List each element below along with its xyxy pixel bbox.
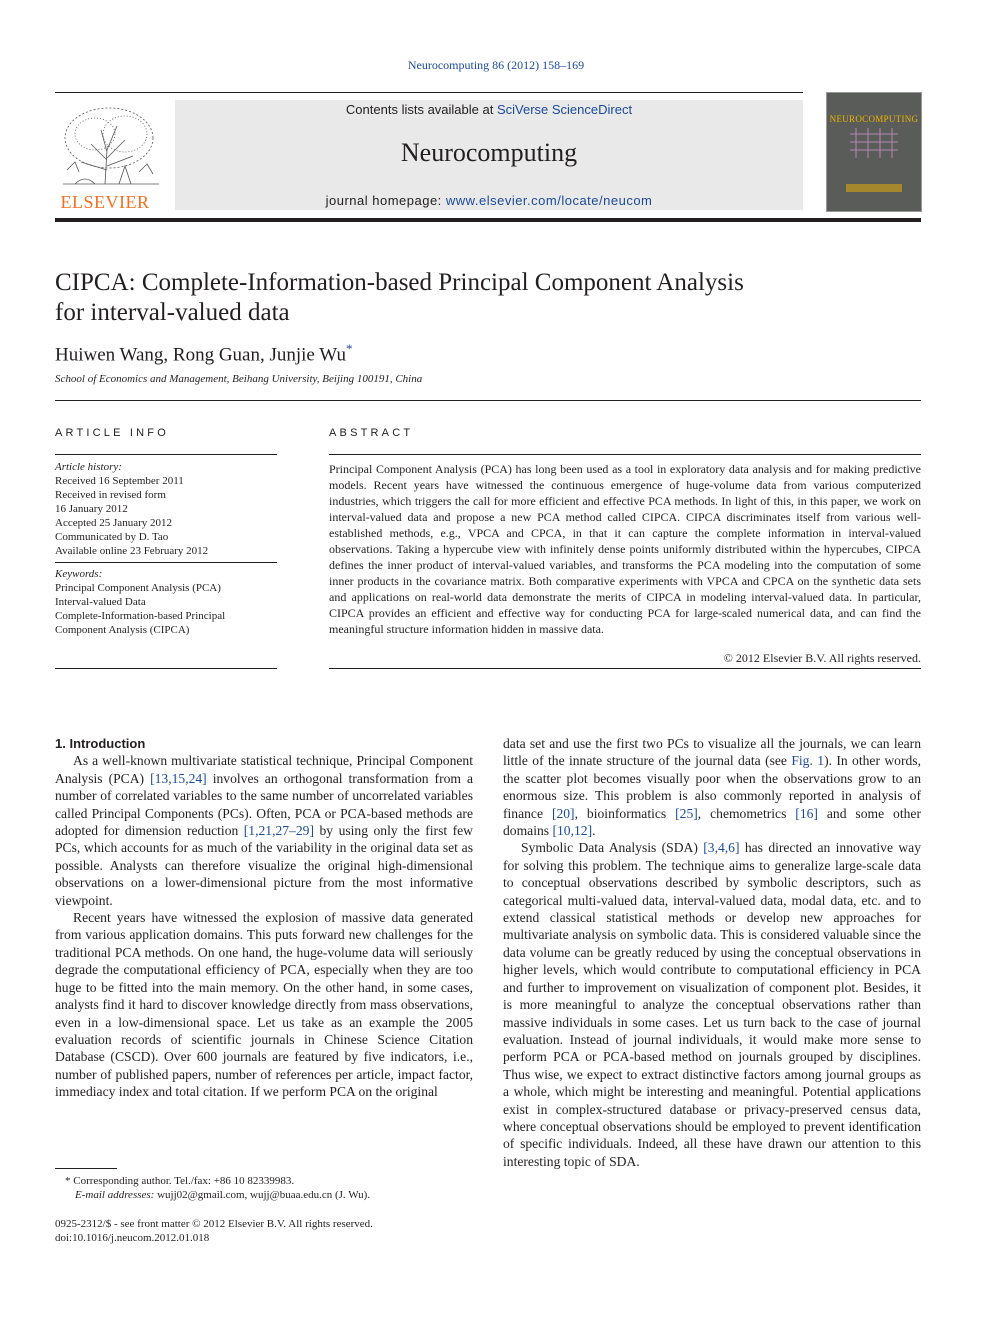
affiliation: School of Economics and Management, Beihang University, Beijing 100191, China xyxy=(55,373,423,385)
title-line-2: for interval-valued data xyxy=(55,299,290,326)
footnote-rule xyxy=(55,1168,117,1169)
header-top-rule xyxy=(55,92,803,93)
title-line-1: CIPCA: Complete-Information-based Principal Component Analysis xyxy=(55,269,744,296)
keyword-item: Component Analysis (CIPCA) xyxy=(55,624,190,636)
citation-link[interactable]: [1,21,27–29] xyxy=(243,823,315,839)
body-column-right xyxy=(503,735,921,1170)
citation-link[interactable]: [25] xyxy=(675,805,698,821)
article-info-heading: ARTICLE INFO xyxy=(55,427,169,439)
sciencedirect-link[interactable]: SciVerse ScienceDirect xyxy=(496,102,633,117)
title-rule xyxy=(55,400,921,401)
abstract-heading: ABSTRACT xyxy=(329,427,414,439)
history-label: Article history: xyxy=(55,461,122,473)
body-column-left xyxy=(55,735,473,1101)
article-info-bottom-rule xyxy=(55,668,277,669)
history-item: 16 January 2012 xyxy=(55,503,128,515)
citation-link[interactable]: [16] xyxy=(795,805,818,821)
intro-paragraph-4: Symbolic Data Analysis (SDA) [3,4,6] has directed an innovative way for solving this problem. The technique aims to generalize large-scale data to conceptual observations described by symbolic descriptors, such as categorical multi-valued data, interval-valued data, modal data, etc. and to extend classical statistical methods or develop new approaches for multivariate analysis on symbolic data. This is considered valuable since the data volume can be greatly reduced by using the conceptual observations in higher levels, which would contribute to computational efficiency in PCA and further to improvement on visualization of component plot. Besides, it is more meaningful to analyze the conceptual observations rather than massive individuals in some cases. Let us turn back to the case of journal evaluation. Instead of journal individuals, it would make more sense to perform PCA or PCA-based method on journals grouped by disciplines. Thus wise, we expect to extract distinctive factors among journal groups as a whole, which might be interesting and meaningful. Potential applications exist in complex-structured database or privacy-preserved census data, where conceptual observations should be employed to prevent identification of specific individuals. Indeed, all these have drawn our attention to this interesting topic of SDA. xyxy=(503,840,921,1169)
keywords xyxy=(55,567,277,637)
intro-paragraph-2: Recent years have witnessed the explosion of massive data generated from various application domains. This puts forward new challenges for the traditional PCA methods. On one hand, the huge-volume data will seriously degrade the computational efficiency of PCA, especially when they are too huge to be fitted into the main memory. On the other hand, in some cases, analysts find it hard to discover knowledge directly from mass observations, even in a low-dimensional space. Let us take as an example the 2005 evaluation records of scientific journals in Chinese Science Citation Database (CSCD). Over 600 journals are featured by five indicators, i.e., number of published papers, number of references per article, impact factor, immediacy index and total citation. If we perform PCA on the original xyxy=(55,910,473,1100)
homepage-prefix: journal homepage: xyxy=(325,193,446,208)
email-footnote xyxy=(75,1188,370,1202)
contents-available-line xyxy=(175,102,803,117)
homepage-link[interactable]: www.elsevier.com/locate/neucom xyxy=(445,193,653,208)
keyword-item: Complete-Information-based Principal xyxy=(55,610,226,622)
abstract-text: Principal Component Analysis (PCA) has long been used as a tool in exploratory data analysis and for making predictive models. Recent years have witnessed the continuous emergence of huge-volume data from various computerized industries, which triggers the call for more efficient and effective PCA methods. In light of this, in this paper, we work on interval-valued data and propose a new PCA method called CIPCA. CIPCA discriminates itself from various well-established methods, e.g., VPCA and CPCA, in that it can capture the complete information in interval-valued observations. Taking a hypercube view with infinitely dense points uniformly distributed within the hypercubes, CIPCA defines the inner product of interval-valued variables, and transforms the PCA modeling into the computation of some inner products in the covariance matrix. Both comparative experiments with VPCA and CPCA on the synthetic data sets and applications on real-world data demonstrate the merits of CIPCA in modeling interval-valued data. In particular, CIPCA provides an efficient and effective way for conducting PCA for large-scaled numerical data, and can find the meaningful structure information hidden in massive data. xyxy=(329,462,921,636)
citation-link[interactable]: [20] xyxy=(551,805,575,821)
history-item: Communicated by D. Tao xyxy=(55,531,169,543)
issn-line: 0925-2312/$ - see front matter © 2012 Elsevier B.V. All rights reserved. xyxy=(55,1218,373,1230)
history-item: Received in revised form xyxy=(55,489,166,501)
abstract-copyright: © 2012 Elsevier B.V. All rights reserved. xyxy=(723,651,921,665)
keyword-item: Principal Component Analysis (PCA) xyxy=(55,582,221,594)
journal-name: Neurocomputing xyxy=(400,138,578,167)
journal-homepage-line xyxy=(175,193,803,208)
history-item: Accepted 25 January 2012 xyxy=(55,517,172,529)
intro-paragraph-1: As a well-known multivariate statistical technique, Principal Component Analysis (PCA) [13,15,24] involves an orthogonal transformation from a number of correlated variables to the same number of uncorrelated variables called Principal Components (PCs). Often, PCA or PCA-based methods are adopted for dimension reduction [1,21,27–29] by using only the first few PCs, which accounts for as much of the variability in the original data set as possible. Analysts can therefore visualize the original high-dimensional observations on a lower-dimensional picture from the most informative viewpoint. xyxy=(55,753,473,908)
corresponding-author-mark[interactable]: * xyxy=(345,341,353,356)
keyword-item: Interval-valued Data xyxy=(55,596,146,608)
history-item: Available online 23 February 2012 xyxy=(55,545,209,557)
corresponding-footnote: * Corresponding author. Tel./fax: +86 10 82339983. xyxy=(65,1175,295,1187)
elsevier-wordmark: ELSEVIER xyxy=(60,192,150,212)
citation-link[interactable]: [13,15,24] xyxy=(150,770,207,786)
email-label: E-mail addresses: xyxy=(75,1189,155,1201)
intro-paragraph-3: data set and use the first two PCs to visualize all the journals, we can learn little of the innate structure of the journal data (see Fig. 1). In other words, the scatter plot becomes visually poor when the observations grow to an enormous size. This problem is also commonly reported in analysis of finance [20], bioinformatics [25], chemometrics [16] and some other domains [10,12]. xyxy=(503,736,921,839)
keywords-rule xyxy=(55,562,277,563)
history-item: Received 16 September 2011 xyxy=(55,475,184,487)
authors xyxy=(55,341,352,366)
doi-line[interactable]: doi:10.1016/j.neucom.2012.01.018 xyxy=(55,1232,210,1244)
article-info-rule xyxy=(55,454,277,455)
email-addresses[interactable]: wujj02@gmail.com, wujj@buaa.edu.cn (J. Wu). xyxy=(154,1189,371,1201)
header-bottom-rule xyxy=(55,218,921,222)
cover-title: NEUROCOMPUTING xyxy=(829,114,919,124)
abstract-bottom-rule xyxy=(329,668,921,669)
citation-link[interactable]: [3,4,6] xyxy=(703,840,740,856)
figure-link[interactable]: Fig. 1 xyxy=(791,753,825,769)
cover-pattern-icon xyxy=(846,128,902,198)
contents-prefix: Contents lists available at xyxy=(345,102,497,117)
journal-reference[interactable]: Neurocomputing 86 (2012) 158–169 xyxy=(407,58,585,72)
citation-link[interactable]: [10,12] xyxy=(552,823,593,839)
author-names: Huiwen Wang, Rong Guan, Junjie Wu xyxy=(55,344,346,366)
keywords-label: Keywords: xyxy=(55,568,103,580)
article-title xyxy=(55,268,915,328)
section-heading-introduction: 1. Introduction xyxy=(55,736,146,751)
abstract-rule xyxy=(329,454,921,455)
article-history xyxy=(55,460,277,558)
issn-doi-block xyxy=(55,1217,373,1245)
